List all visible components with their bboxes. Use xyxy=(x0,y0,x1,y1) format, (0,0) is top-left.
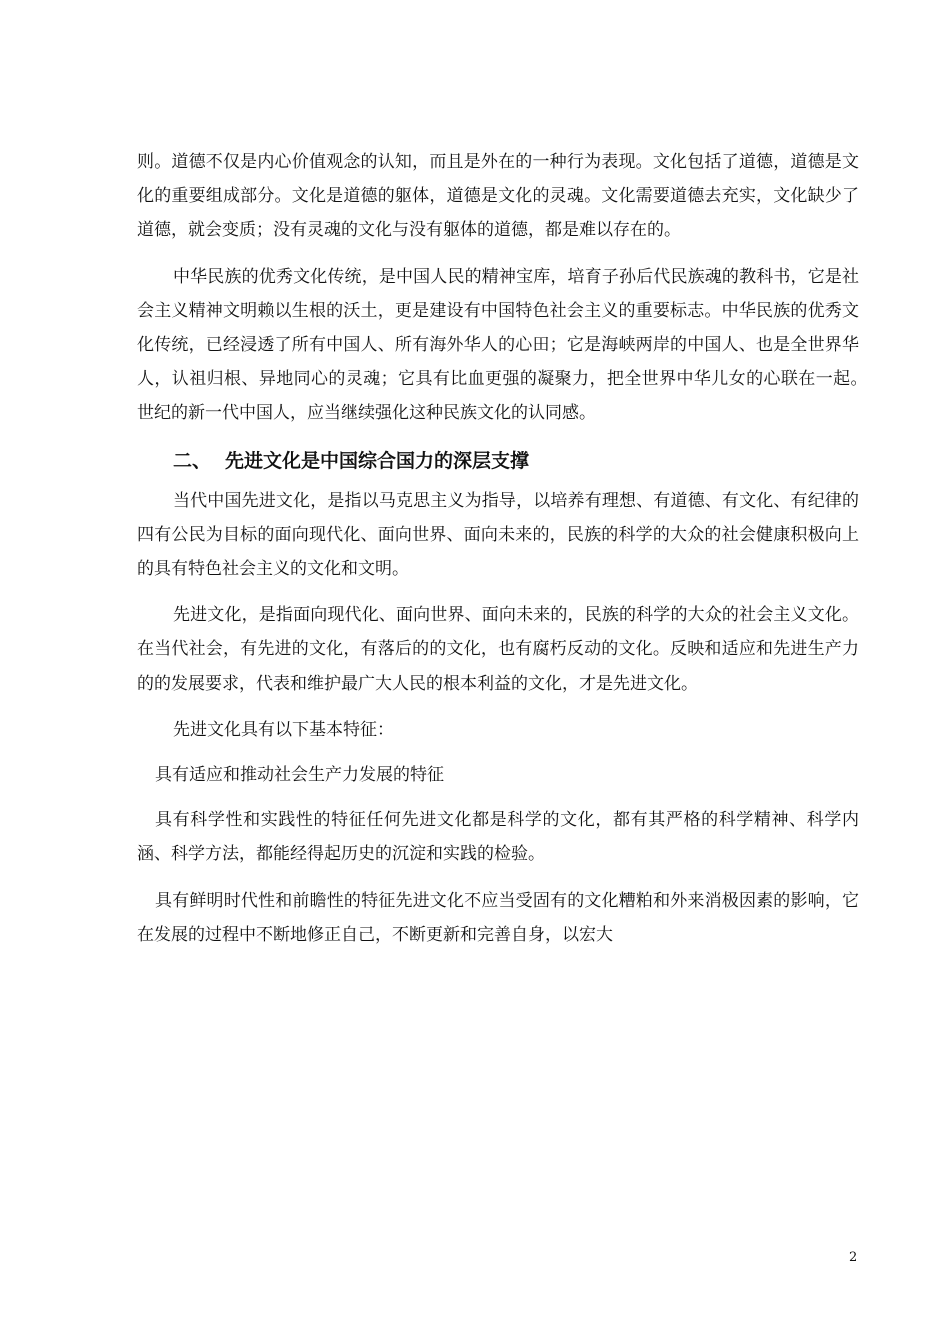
page-number: 2 xyxy=(849,1250,858,1265)
section-heading-text: 先进文化是中国综合国力的深层支撑 xyxy=(225,449,530,472)
paragraph-advanced-culture: 先进文化，是指面向现代化、面向世界、面向未来的，民族的科学的大众的社会主义文化。在当代社会，有先进的文化，有落后的的文化，也有腐朽反动的文化。反映和适应和先进生产力的的发展要求，代表和维护最广大人民的根本利益的文化，才是先进文化。 xyxy=(137,605,859,694)
feature-productivity: 具有适应和推动社会生产力发展的特征 xyxy=(155,765,444,786)
section-heading-number: 二、 xyxy=(173,449,212,472)
paragraph-morality: 则。道德不仅是内心价值观念的认知，而且是外在的一种行为表现。文化包括了道德，道德是文化的重要组成部分。文化是道德的躯体，道德是文化的灵魂。文化需要道德去充实，文化缺少了道德，就会变质；没有灵魂的文化与没有躯体的道德，都是难以存在的。 xyxy=(137,152,859,241)
paragraph-features-intro: 先进文化具有以下基本特征： xyxy=(173,719,394,740)
feature-timeliness: 具有鲜明时代性和前瞻性的特征先进文化不应当受固有的文化糟粕和外来消极因素的影响，它在发展的过程中不断地修正自己，不断更新和完善自身，以宏大 xyxy=(137,890,859,945)
paragraph-contemporary-culture: 当代中国先进文化，是指以马克思主义为指导，以培养有理想、有道德、有文化、有纪律的四有公民为目标的面向现代化、面向世界、面向未来的，民族的科学的大众的社会健康积极向上的具有特色社会主义的文化和文明。 xyxy=(137,490,859,580)
feature-scientific: 具有科学性和实践性的特征任何先进文化都是科学的文化，都有其严格的科学精神、科学内涵、科学方法，都能经得起历史的沉淀和实践的检验。 xyxy=(137,810,859,865)
section-heading xyxy=(137,440,859,484)
paragraph-cultural-tradition: 中华民族的优秀文化传统，是中国人民的精神宝库，培育子孙后代民族魂的教科书，它是社会主义精神文明赖以生根的沃土，更是建设有中国特色社会主义的重要标志。中华民族的优秀文化传统，已经浸透了所有中国人、所有海外华人的心田；它是海峡两岸的中国人、也是全世界华人，认祖归根、异地同心的灵魂；它具有比血更强的凝聚力，把全世界中华儿女的心联在一起。 世纪的新一代中国人，应当继续强化这种民族文化的认同感。 xyxy=(137,266,876,424)
document-body xyxy=(137,145,876,952)
